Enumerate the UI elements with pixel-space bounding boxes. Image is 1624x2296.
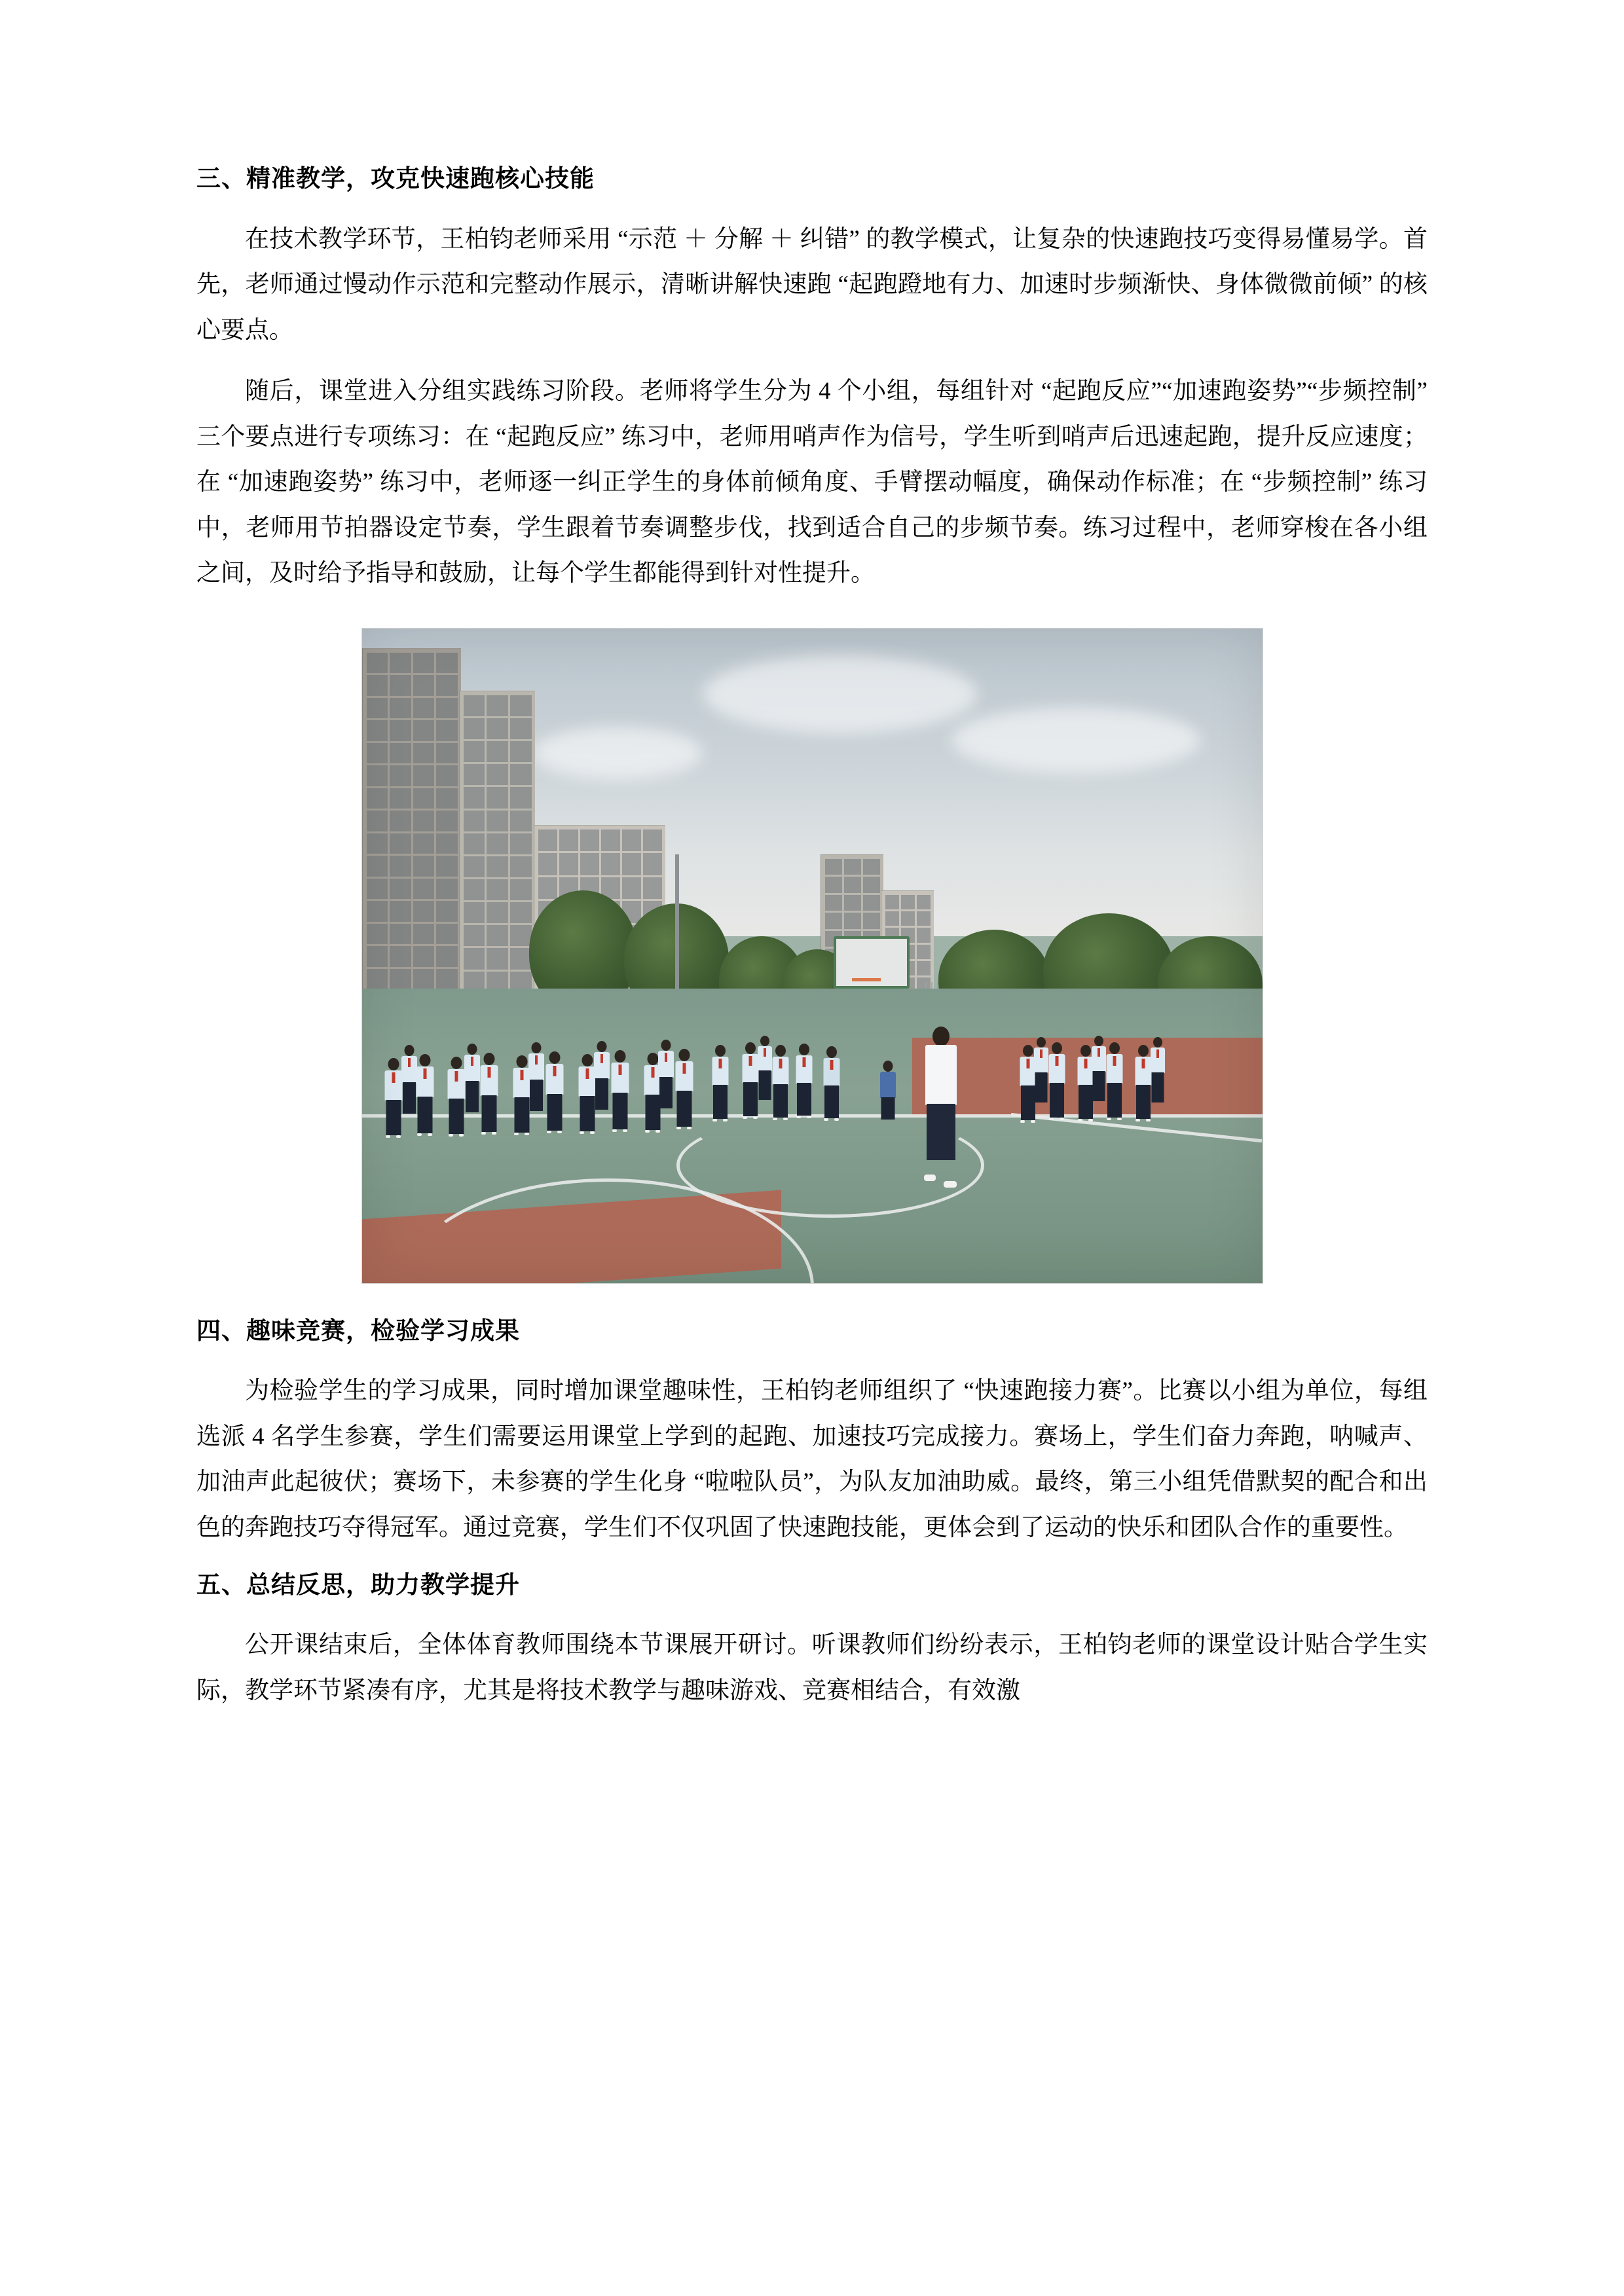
section-heading-3: 三、精准教学，攻克快速跑核心技能 [196, 165, 595, 192]
paragraph-3-2: 随后，课堂进入分组实践练习阶段。老师将学生分为 4 个小组，每组针对 “起跑反应”“加速跑姿势”“步频控制” 三个要点进行专项练习：在 “起跑反应” 练习中，老师用哨声作为信号，学生听到哨声后迅速起跑，提升反应速度；在 “加速跑姿势” 练习中，老师逐一纠正学生的身体前倾角度、手臂摆动幅度，确保动作标准；在 “步频控制” 练习中，老师用节拍器设定节奏，学生跟着节奏调整步伐，找到适合自己的步频节奏。练习过程中，老师穿梭在各小组之间，及时给予指导和鼓励，让每个学生都能得到针对性提升。 [196, 378, 1428, 587]
paragraph-3-1: 在技术教学环节，王柏钧老师采用 “示范 ＋ 分解 ＋ 纠错” 的教学模式，让复杂的快速跑技巧变得易懂易学。首先，老师通过慢动作示范和完整动作展示，清晰讲解快速跑 “起跑蹬地有力、加速时步频渐快、身体微微前倾” 的核心要点。 [196, 225, 1428, 344]
student-figure-seated [877, 1061, 899, 1123]
student-figure [526, 1042, 547, 1116]
student-figure [709, 1045, 731, 1125]
hoop-rim [852, 978, 881, 981]
paragraph-4-1: 为检验学生的学习成果，同时增加课堂趣味性，王柏钧老师组织了 “快速跑接力赛”。比赛以小组为单位，每组选派 4 名学生参赛，学生们需要运用课堂上学到的起跑、加速技巧完成接力。赛场上，学生们奋力奔跑，呐喊声、加油声此起彼伏；赛场下，未参赛的学生化身 “啦啦队员”，为队友加油助威。最终，第三小组凭借默契的配合和出色的奔跑技巧夺得冠军。通过竞赛，学生们不仅巩固了快速跑技能，更体会到了运动的快乐和团队合作的重要性。 [196, 1377, 1428, 1542]
student-figure [591, 1041, 612, 1114]
figure-classroom-photo [196, 628, 1428, 1284]
paragraph-5-1: 公开课结束后，全体体育教师围绕本节课展开研讨。听课教师们纷纷表示，王柏钧老师的课堂设计贴合学生实际，教学环节紧凑有序，尤其是将技术教学与趣味游戏、竞赛相结合，有效激 [196, 1631, 1428, 1704]
student-figure [655, 1040, 676, 1113]
photo-outdoor-pe-class [361, 628, 1263, 1284]
cloud-shape [532, 727, 703, 779]
student-figure [793, 1044, 815, 1121]
page-content [196, 160, 1428, 1713]
student-figure [462, 1044, 483, 1117]
section-heading-4: 四、趣味竞赛，检验学习成果 [196, 1317, 520, 1344]
student-figure [399, 1045, 420, 1118]
student-figure [755, 1036, 775, 1104]
student-figure [1089, 1036, 1109, 1106]
section-heading-5: 五、总结反思，助力教学提升 [196, 1571, 520, 1598]
student-figure [1148, 1037, 1168, 1108]
student-figure [1031, 1037, 1051, 1108]
building-left-second [459, 691, 535, 1019]
student-figure [821, 1046, 843, 1123]
teacher-figure [920, 1027, 962, 1190]
cloud-shape [703, 655, 978, 733]
cloud-shape [951, 707, 1200, 773]
building-left-tall [362, 648, 461, 1015]
